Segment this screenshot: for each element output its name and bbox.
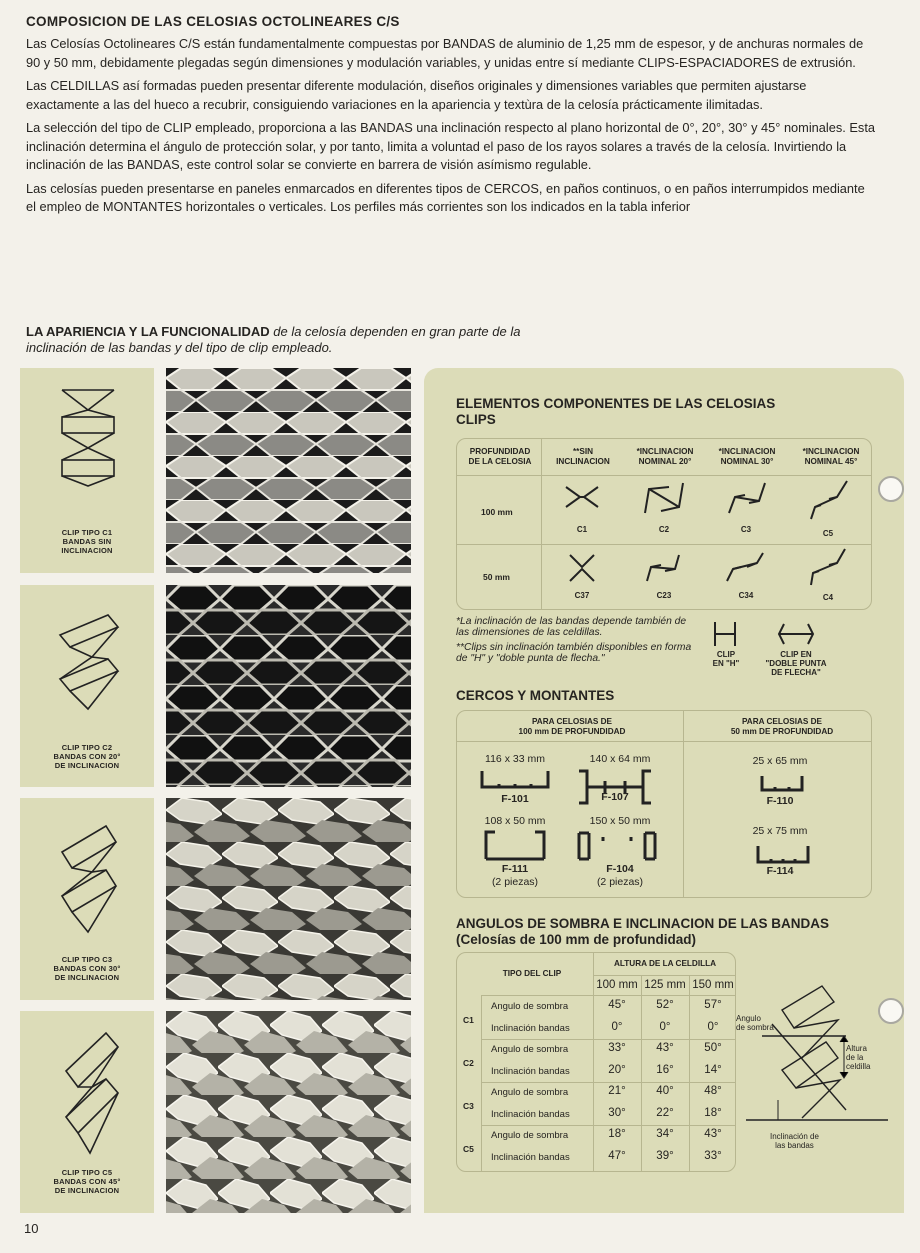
caption-line: INCLINACION: [61, 546, 113, 555]
profile-f104-shape: [573, 829, 661, 863]
clip-row-c2: C2: [463, 1058, 474, 1068]
clip-c1-cell: [547, 479, 617, 537]
clips-table: [456, 438, 872, 610]
clip-c37-icon: [562, 551, 602, 585]
clip-c2-icon: [639, 479, 689, 519]
altura-header: ALTURA DE LA CELDILLA: [613, 959, 717, 968]
c5-i-125: 39°: [656, 1150, 674, 1162]
diagram-altura-label: Altura de la celdilla: [846, 1044, 871, 1071]
clip-row-c3: C3: [463, 1101, 474, 1111]
profile-f114-size: 25 x 75 mm: [752, 825, 808, 837]
clip-code: C37: [574, 591, 590, 600]
clip-c1-caption: [20, 528, 154, 555]
cercos-table: [456, 710, 872, 898]
clip-c4-cell: [793, 547, 863, 605]
clip-c34-cell: [711, 551, 781, 603]
caption-line: CLIP TIPO C1: [61, 528, 113, 537]
photo-c1: [166, 368, 411, 573]
note-clips: **Clips sin inclinación también disponibles en forma de "H" y "doble punta de flecha.": [456, 642, 692, 664]
c3-incl-label: Inclinación bandas: [491, 1109, 570, 1120]
clip-c1-diagram: [48, 382, 128, 492]
header-sin-inclinacion: **SIN INCLINACION: [556, 447, 610, 466]
clip-code: C5: [822, 529, 834, 538]
profile-f110-code: F-110: [766, 795, 794, 807]
clip-c23-icon: [639, 551, 689, 585]
angulos-subtitle: (Celosías de 100 mm de profundidad): [456, 932, 697, 947]
clip-c3-panel: [20, 798, 154, 1000]
clip-c4-icon: [803, 547, 853, 587]
clip-arrow-label: CLIP EN "DOBLE PUNTA DE FLECHA": [765, 650, 827, 677]
c5-i-100: 47°: [608, 1150, 626, 1162]
clip-h-icon: [710, 620, 740, 648]
header-inclinacion-45: *INCLINACION NOMINAL 45°: [802, 447, 860, 466]
clip-c3-diagram: [48, 812, 128, 937]
c3-a-125: 40°: [656, 1085, 674, 1097]
intro-paragraph-4: Las celosías pueden presentarse en paneles enmarcados en diferentes tipos de CERCOS, en paños continuos, o en paños interrumpidos mediante el empleo de MONTANTES horizontales o verticales. Los perfiles más corrientes son los indicados en la tabla inferior: [26, 180, 865, 214]
clip-c5-caption: [20, 1168, 154, 1195]
intro-paragraph-1: Las Celosías Octolineares C/S están fundamentalmente compuestas por BANDAS de aluminio de 1,25 mm de espesor, y de anchuras normales de 90 y 50 mm, debidamente plegadas según dimensiones y modulación variables, y unidas entre sí mediante CLIPS-ESPACIADORES de extrusión.: [26, 36, 864, 70]
page-title: COMPOSICION DE LAS CELOSIAS OCTOLINEARES C/S: [26, 14, 400, 29]
intro-paragraph-2: Las CELDILLAS así formadas pueden presentar diferente modulación, diseños originales y dimensiones variables que permiten ajustarse exactamente a las del hueco a recubrir, consiguiendo variaciones en la apariencia y textùra de la celosía prácticamente ilimitadas.: [26, 78, 807, 112]
c1-i-125: 0°: [659, 1021, 671, 1033]
profile-f111-shape: [483, 829, 547, 863]
clip-code: C4: [822, 593, 834, 602]
profile-f111-size: 108 x 50 mm: [484, 815, 546, 827]
tipo-clip-header: TIPO DEL CLIP: [502, 969, 562, 978]
c2-i-100: 20°: [608, 1064, 626, 1076]
binder-hole-icon: [878, 476, 904, 502]
c1-i-150: 0°: [707, 1021, 719, 1033]
angulos-table: [456, 952, 736, 1172]
profile-f114-shape: [755, 843, 811, 865]
lead-text: [26, 324, 526, 356]
profile-f104-code: F-104: [606, 863, 634, 875]
c5-incl-label: Inclinación bandas: [491, 1152, 570, 1163]
caption-line: DE INCLINACION: [54, 973, 120, 982]
clip-c2-caption: [20, 743, 154, 770]
lead-bold: LA APARIENCIA Y LA FUNCIONALIDAD: [26, 324, 270, 339]
caption-line: CLIP TIPO C3: [61, 955, 113, 964]
c5-a-150: 43°: [704, 1128, 722, 1140]
diagram-sombra-label: Angulo de sombra: [736, 1014, 774, 1032]
caption-line: BANDAS CON 20°: [53, 752, 121, 761]
clip-c2-cell: [629, 479, 699, 537]
c5-a-125: 34°: [656, 1128, 674, 1140]
clip-c1-icon: [562, 479, 602, 519]
cercos-col2-header: PARA CELOSIAS DE 50 mm DE PROFUNDIDAD: [730, 717, 834, 736]
profile-f107-size: 140 x 64 mm: [589, 753, 651, 765]
c1-a-150: 57°: [704, 999, 722, 1011]
profile-f107-code: F-107: [601, 791, 629, 803]
photo-c2: [166, 585, 411, 787]
profile-f111-code: F-111: [501, 863, 529, 875]
elements-title-line: ELEMENTOS COMPONENTES DE LAS CELOSIAS: [456, 396, 776, 411]
c2-a-150: 50°: [704, 1042, 722, 1054]
c1-a-125: 52°: [656, 999, 674, 1011]
c5-angle-label: Angulo de sombra: [491, 1130, 569, 1141]
clip-arrow-icon: [776, 620, 816, 648]
diagram-incl-label: Inclinación de las bandas: [770, 1132, 819, 1150]
c2-i-150: 14°: [704, 1064, 722, 1076]
header-profundidad: PROFUNDIDAD DE LA CELOSIA: [468, 447, 532, 466]
clip-c2-diagram: [48, 599, 128, 719]
c5-i-150: 33°: [704, 1150, 722, 1162]
clips-subtitle: CLIPS: [456, 412, 496, 427]
caption-line: CLIP TIPO C2: [61, 743, 113, 752]
clip-c23-cell: [629, 551, 699, 603]
note-inclination: *La inclinación de las bandas depende también de las dimensiones de las celdillas.: [456, 616, 687, 638]
elements-title: [456, 396, 775, 428]
caption-line: DE INCLINACION: [54, 1186, 120, 1195]
right-panel: [424, 368, 904, 1213]
c1-i-100: 0°: [611, 1021, 623, 1033]
clip-c5-diagram: [48, 1025, 128, 1160]
photo-c3: [166, 798, 411, 1000]
clip-c5-cell: [793, 479, 863, 541]
c2-angle-label: Angulo de sombra: [491, 1044, 569, 1055]
clip-c34-icon: [721, 551, 771, 585]
clip-code: C23: [656, 591, 672, 600]
clip-row-c5: C5: [463, 1144, 474, 1154]
c1-angle-label: Angulo de sombra: [491, 1001, 569, 1012]
page-number: 10: [24, 1221, 39, 1236]
clip-code: C1: [576, 525, 588, 534]
c1-incl-label: Inclinación bandas: [491, 1023, 570, 1034]
binder-hole-icon: [878, 998, 904, 1024]
c2-a-100: 33°: [608, 1042, 626, 1054]
clip-row-c1: C1: [463, 1015, 474, 1025]
clip-c37-cell: [547, 551, 617, 603]
caption-line: CLIP TIPO C5: [61, 1168, 113, 1177]
clip-code: C2: [658, 525, 670, 534]
clip-c3-cell: [711, 479, 781, 537]
profile-f104-sub: (2 piezas): [596, 876, 644, 888]
c2-i-125: 16°: [656, 1064, 674, 1076]
header-inclinacion-20: *INCLINACION NOMINAL 20°: [636, 447, 694, 466]
height-150: 150 mm: [692, 979, 734, 991]
clip-c2-panel: [20, 585, 154, 787]
lead-italic: de la celosía dependen en gran parte de la inclinación de las bandas y del tipo de clip empleado.: [26, 324, 521, 355]
clip-c3-icon: [721, 479, 771, 519]
clip-h-label: CLIP EN "H": [712, 650, 740, 668]
profile-f101-shape: [479, 767, 551, 791]
angulos-title-line: ANGULOS DE SOMBRA E INCLINACION DE LAS BANDAS: [456, 916, 830, 931]
header-inclinacion-30: *INCLINACION NOMINAL 30°: [718, 447, 776, 466]
c2-a-125: 43°: [656, 1042, 674, 1054]
c2-incl-label: Inclinación bandas: [491, 1066, 570, 1077]
profile-f111-sub: (2 piezas): [491, 876, 539, 888]
profile-f110-size: 25 x 65 mm: [752, 755, 808, 767]
depth-100: 100 mm: [481, 507, 513, 517]
caption-line: DE INCLINACION: [54, 761, 120, 770]
cercos-col1-header: PARA CELOSIAS DE 100 mm DE PROFUNDIDAD: [518, 717, 626, 736]
caption-line: BANDAS CON 30°: [53, 964, 121, 973]
profile-f110-shape: [759, 773, 805, 793]
height-100: 100 mm: [596, 979, 638, 991]
intro-paragraph-3: La selección del tipo de CLIP empleado, proporciona a las BANDAS una inclinación respecto al plano horizontal de 0°, 20°, 30° y 45° nominales. Esta inclinación determina el ángulo de protección solar, y por tanto, limita a voluntad el paso de los rayos solares a través de la celosía. Invirtiendo la inclinación de las BANDAS, este control solar se convierte en barrera de visión asímismo regulable.: [26, 120, 875, 172]
c3-angle-label: Angulo de sombra: [491, 1087, 569, 1098]
c1-a-100: 45°: [608, 999, 626, 1011]
caption-line: BANDAS CON 45°: [53, 1177, 121, 1186]
c3-i-100: 30°: [608, 1107, 626, 1119]
profile-f101-size: 116 x 33 mm: [485, 753, 545, 765]
c5-a-100: 18°: [608, 1128, 626, 1140]
clip-c5-panel: [20, 1011, 154, 1213]
cercos-title: CERCOS Y MONTANTES: [456, 688, 615, 703]
c3-i-150: 18°: [704, 1107, 722, 1119]
profile-f104-size: 150 x 50 mm: [589, 815, 651, 827]
clip-code: C34: [738, 591, 754, 600]
profile-f101-code: F-101: [501, 793, 529, 805]
photo-c5: [166, 1011, 411, 1213]
clip-c5-icon: [803, 479, 853, 523]
intro-section: [26, 14, 876, 222]
c3-a-100: 21°: [608, 1085, 626, 1097]
profile-f114-code: F-114: [766, 865, 794, 877]
clip-c1-panel: [20, 368, 154, 573]
clip-c3-caption: [20, 955, 154, 982]
caption-line: BANDAS SIN: [62, 537, 112, 546]
depth-50: 50 mm: [483, 572, 510, 582]
clip-code: C3: [740, 525, 752, 534]
c3-a-150: 48°: [704, 1085, 722, 1097]
c3-i-125: 22°: [656, 1107, 674, 1119]
angulos-title: [456, 916, 829, 948]
height-125: 125 mm: [644, 979, 686, 991]
